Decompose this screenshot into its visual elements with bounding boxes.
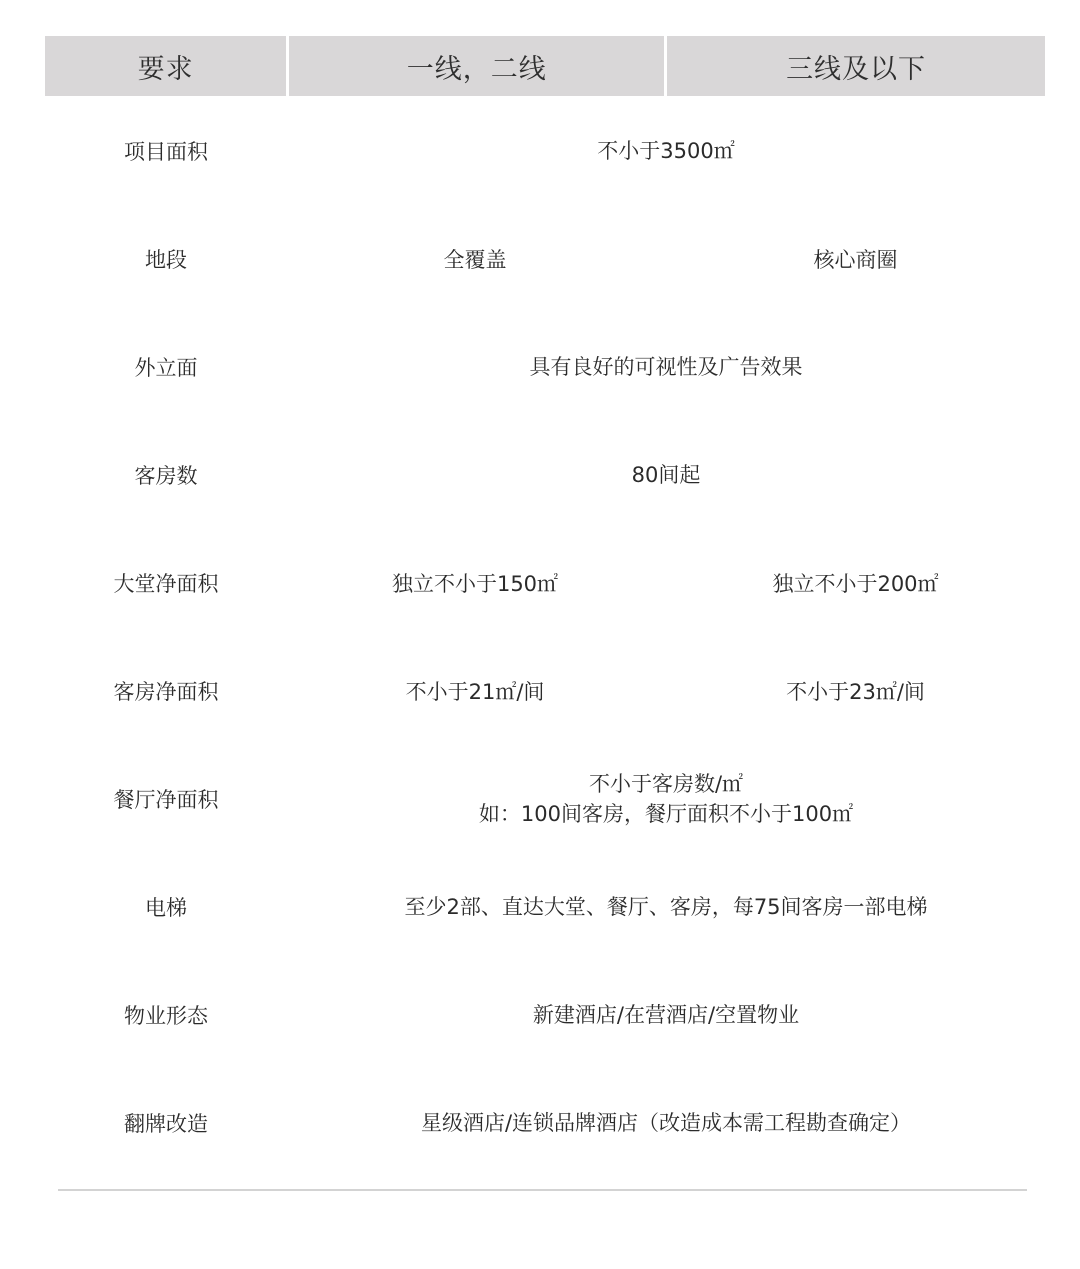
row-value (287, 1093, 1045, 1153)
row-value-text: 新建酒店/在营酒店/空置物业 (532, 1003, 800, 1027)
row-value-tier-3: 不小于23㎡/间 (786, 680, 925, 704)
header-requirement: 要求 (45, 36, 286, 96)
row-value-text: 具有良好的可视性及广告效果 (529, 355, 803, 379)
row-label: 物业形态 (124, 1004, 208, 1028)
table-row-rebrand (0, 1093, 1080, 1153)
row-value-tier-3: 核心商圈 (813, 248, 898, 272)
row-value-tier-1-2: 独立不小于150㎡ (391, 572, 559, 596)
row-label: 外立面 (134, 356, 198, 380)
table-row-elevator (0, 877, 1080, 937)
row-value (287, 337, 1045, 397)
bottom-divider (58, 1189, 1027, 1191)
row-value-text: 星级酒店/连锁品牌酒店（改造成本需工程勘查确定） (420, 1111, 912, 1135)
table-row-room-area (0, 661, 1080, 721)
row-label: 大堂净面积 (113, 572, 219, 596)
row-value-tier-1-2: 全覆盖 (443, 248, 507, 272)
row-value (287, 985, 1045, 1045)
row-value-text: 80间起 (631, 463, 701, 487)
row-value (287, 877, 1045, 937)
row-label: 客房净面积 (113, 680, 219, 704)
row-value (287, 769, 1045, 829)
table-row-property (0, 985, 1080, 1045)
row-label: 电梯 (145, 896, 187, 920)
row-value-tier-3: 独立不小于200㎡ (772, 572, 939, 596)
row-label: 地段 (145, 248, 187, 272)
row-value (287, 121, 1045, 181)
table-row-lobby (0, 553, 1080, 613)
row-value-text: 至少2部、直达大堂、餐厅、客房，每75间客房一部电梯 (404, 895, 928, 919)
header-tier-1-2: 一线，二线 (289, 36, 664, 96)
row-label: 项目面积 (124, 140, 208, 164)
row-value-line-2: 如：100间客房，餐厅面积不小于100㎡ (478, 802, 854, 826)
row-label: 翻牌改造 (124, 1112, 208, 1136)
table-row-restaurant (0, 769, 1080, 829)
row-value-text: 不小于3500㎡ (597, 139, 735, 163)
header-tier-3-below: 三线及以下 (667, 36, 1045, 96)
table-row-facade (0, 337, 1080, 397)
table-row-rooms (0, 445, 1080, 505)
row-label: 客房数 (134, 464, 198, 488)
table-header (45, 36, 1045, 96)
row-value (287, 445, 1045, 505)
row-value-line-1: 不小于客房数/㎡ (588, 772, 744, 796)
row-value-tier-1-2: 不小于21㎡/间 (405, 680, 545, 704)
row-label: 餐厅净面积 (113, 788, 219, 812)
table-row-location (0, 229, 1080, 289)
requirements-table (45, 36, 1045, 96)
table-row-area (0, 121, 1080, 181)
